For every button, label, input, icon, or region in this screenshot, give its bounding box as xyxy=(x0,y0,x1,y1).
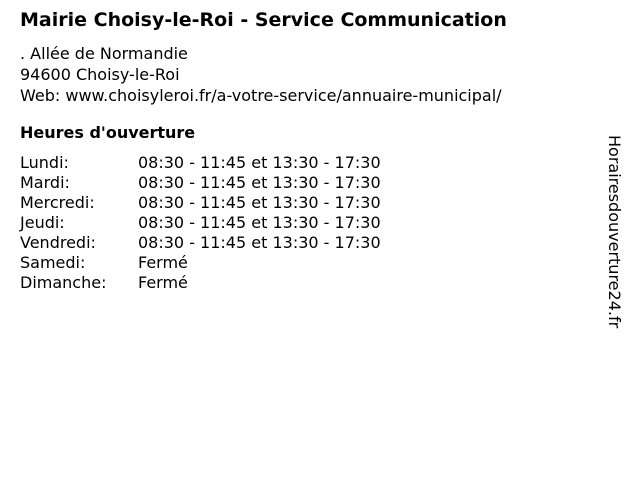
day-label: Dimanche: xyxy=(20,273,107,292)
hours-row-jeudi xyxy=(20,213,381,233)
day-hours: Fermé xyxy=(138,273,188,292)
hours-row-samedi xyxy=(20,253,381,273)
hours-row-mardi xyxy=(20,173,381,193)
day-label: Lundi: xyxy=(20,153,69,172)
address-city: 94600 Choisy-le-Roi xyxy=(20,65,180,84)
day-label: Jeudi: xyxy=(20,213,65,232)
hours-row-lundi xyxy=(20,153,381,173)
hours-row-mercredi xyxy=(20,193,381,213)
day-label: Mercredi: xyxy=(20,193,95,212)
address-web: Web: www.choisyleroi.fr/a-votre-service/annuaire-municipal/ xyxy=(20,86,502,105)
page-title: Mairie Choisy-le-Roi - Service Communication xyxy=(20,9,507,31)
address-street: . Allée de Normandie xyxy=(20,44,188,63)
day-hours: 08:30 - 11:45 et 13:30 - 17:30 xyxy=(138,193,381,212)
day-hours: 08:30 - 11:45 et 13:30 - 17:30 xyxy=(138,233,381,252)
hours-table xyxy=(20,153,381,293)
day-hours: 08:30 - 11:45 et 13:30 - 17:30 xyxy=(138,173,381,192)
day-hours: 08:30 - 11:45 et 13:30 - 17:30 xyxy=(138,213,381,232)
day-hours: Fermé xyxy=(138,253,188,272)
day-label: Vendredi: xyxy=(20,233,96,252)
brand-watermark: Horairesdouverture24.fr xyxy=(605,135,624,329)
address-block xyxy=(20,43,502,106)
day-hours: 08:30 - 11:45 et 13:30 - 17:30 xyxy=(138,153,381,172)
hours-row-dimanche xyxy=(20,273,381,293)
day-label: Mardi: xyxy=(20,173,70,192)
hours-heading: Heures d'ouverture xyxy=(20,123,196,142)
hours-row-vendredi xyxy=(20,233,381,253)
day-label: Samedi: xyxy=(20,253,86,272)
